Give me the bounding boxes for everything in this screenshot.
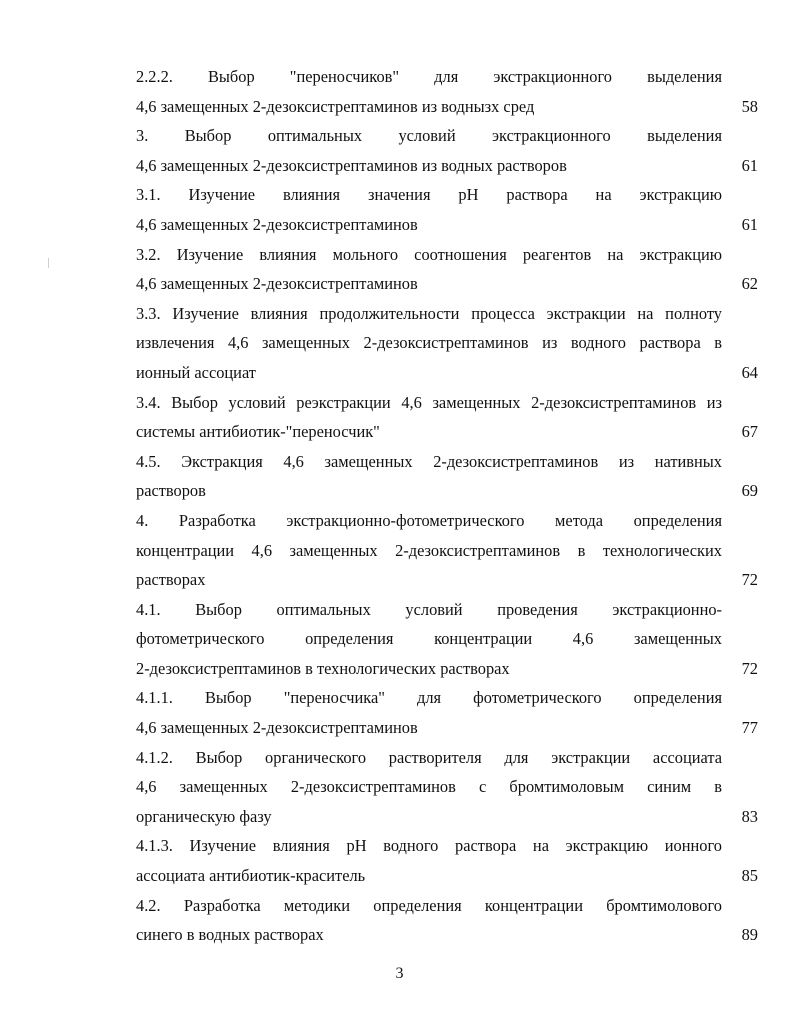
table-of-contents xyxy=(136,62,758,950)
toc-entry-line: 3.4. Выбор условий реэкстракции 4,6 замещенных 2-дезоксистрептаминов из xyxy=(136,392,722,412)
toc-page-number: 77 xyxy=(741,718,758,738)
toc-entry-last-line xyxy=(136,861,758,891)
toc-entry-line: синего в водных растворах xyxy=(136,925,324,945)
toc-entry-last-line xyxy=(136,151,758,181)
toc-entry-line: 3.2. Изучение влияния мольного соотношения реагентов на экстракцию xyxy=(136,244,722,264)
toc-entry-line: 4,6 замещенных 2-дезоксистрептаминов из водных растворов xyxy=(136,155,567,175)
toc-entry-line: 4,6 замещенных 2-дезоксистрептаминов с бромтимоловым синим в xyxy=(136,777,722,797)
toc-entry xyxy=(136,62,758,121)
toc-page-number: 67 xyxy=(741,422,758,442)
toc-entry-line: 2-дезоксистрептаминов в технологических растворах xyxy=(136,658,510,678)
scan-mark xyxy=(48,258,49,268)
toc-entry-line: 3.3. Изучение влияния продолжительности процесса экстракции на полноту xyxy=(136,303,722,323)
toc-entry-last-line xyxy=(136,802,758,832)
toc-entry-last-line xyxy=(136,269,758,299)
toc-page-number: 69 xyxy=(741,481,758,501)
page-number: 3 xyxy=(395,965,404,982)
toc-entry xyxy=(136,388,758,447)
toc-entry-last-line xyxy=(136,713,758,743)
toc-entry-line: 4,6 замещенных 2-дезоксистрептаминов xyxy=(136,274,418,294)
toc-entry-line: 4,6 замещенных 2-дезоксистрептаминов из воднызх сред xyxy=(136,96,535,116)
toc-page-number: 89 xyxy=(741,925,758,945)
toc-entry-last-line xyxy=(136,654,758,684)
toc-page-number: 61 xyxy=(741,155,758,175)
toc-entry-line: 4. Разработка экстракционно-фотометрического метода определения xyxy=(136,510,722,530)
toc-entry-last-line xyxy=(136,210,758,240)
toc-entry-last-line xyxy=(136,417,758,447)
toc-page-number: 72 xyxy=(741,658,758,678)
toc-entry xyxy=(136,595,758,684)
toc-entry xyxy=(136,299,758,388)
toc-page-number: 64 xyxy=(741,362,758,382)
toc-entry-line: фотометрического определения концентрации 4,6 замещенных xyxy=(136,629,722,649)
toc-entry-line: ионный ассоциат xyxy=(136,362,256,382)
toc-entry-line: 4.1.3. Изучение влияния рН водного раствора на экстракцию ионного xyxy=(136,836,722,856)
toc-entry-line: извлечения 4,6 замещенных 2-дезоксистрептаминов из водного раствора в xyxy=(136,333,722,353)
toc-entry xyxy=(136,121,758,180)
toc-page-number: 85 xyxy=(741,866,758,886)
toc-entry xyxy=(136,891,758,950)
toc-entry-line: 4.2. Разработка методики определения концентрации бромтимолового xyxy=(136,895,722,915)
toc-page-number: 62 xyxy=(741,274,758,294)
toc-entry-line: 4,6 замещенных 2-дезоксистрептаминов xyxy=(136,214,418,234)
toc-entry-line: органическую фазу xyxy=(136,806,272,826)
toc-entry-line: 3. Выбор оптимальных условий экстракционного выделения xyxy=(136,126,722,146)
toc-entry-line: растворах xyxy=(136,570,206,590)
toc-entry-line: растворов xyxy=(136,481,206,501)
toc-entry-line: 3.1. Изучение влияния значения рН раствора на экстракцию xyxy=(136,185,722,205)
toc-page-number: 72 xyxy=(741,570,758,590)
toc-entry-line: концентрации 4,6 замещенных 2-дезоксистрептаминов в технологических xyxy=(136,540,722,560)
toc-entry-line: 4.1. Выбор оптимальных условий проведения экстракционно- xyxy=(136,599,722,619)
toc-page-number: 83 xyxy=(741,806,758,826)
toc-entry-last-line xyxy=(136,565,758,595)
toc-entry-last-line xyxy=(136,92,758,122)
toc-page-number: 61 xyxy=(741,214,758,234)
toc-entry xyxy=(136,447,758,506)
toc-page-number: 58 xyxy=(741,96,758,116)
toc-entry-line: 4,6 замещенных 2-дезоксистрептаминов xyxy=(136,718,418,738)
toc-entry xyxy=(136,831,758,890)
toc-entry xyxy=(136,743,758,832)
toc-entry-line: 4.1.1. Выбор "переносчика" для фотометрического определения xyxy=(136,688,722,708)
toc-entry-line: 2.2.2. Выбор "переносчиков" для экстракционного выделения xyxy=(136,67,722,86)
toc-entry-line: 4.1.2. Выбор органического растворителя для экстракции ассоциата xyxy=(136,747,722,767)
toc-entry-line: ассоциата антибиотик-краситель xyxy=(136,866,366,886)
toc-entry xyxy=(136,240,758,299)
toc-entry-last-line xyxy=(136,920,758,950)
toc-entry-line: 4.5. Экстракция 4,6 замещенных 2-дезоксистрептаминов из нативных xyxy=(136,451,722,471)
toc-entry-last-line xyxy=(136,358,758,388)
toc-entry xyxy=(136,180,758,239)
toc-entry xyxy=(136,506,758,595)
toc-entry-last-line xyxy=(136,476,758,506)
toc-entry xyxy=(136,683,758,742)
toc-entry-line: системы антибиотик-"переносчик" xyxy=(136,422,380,442)
